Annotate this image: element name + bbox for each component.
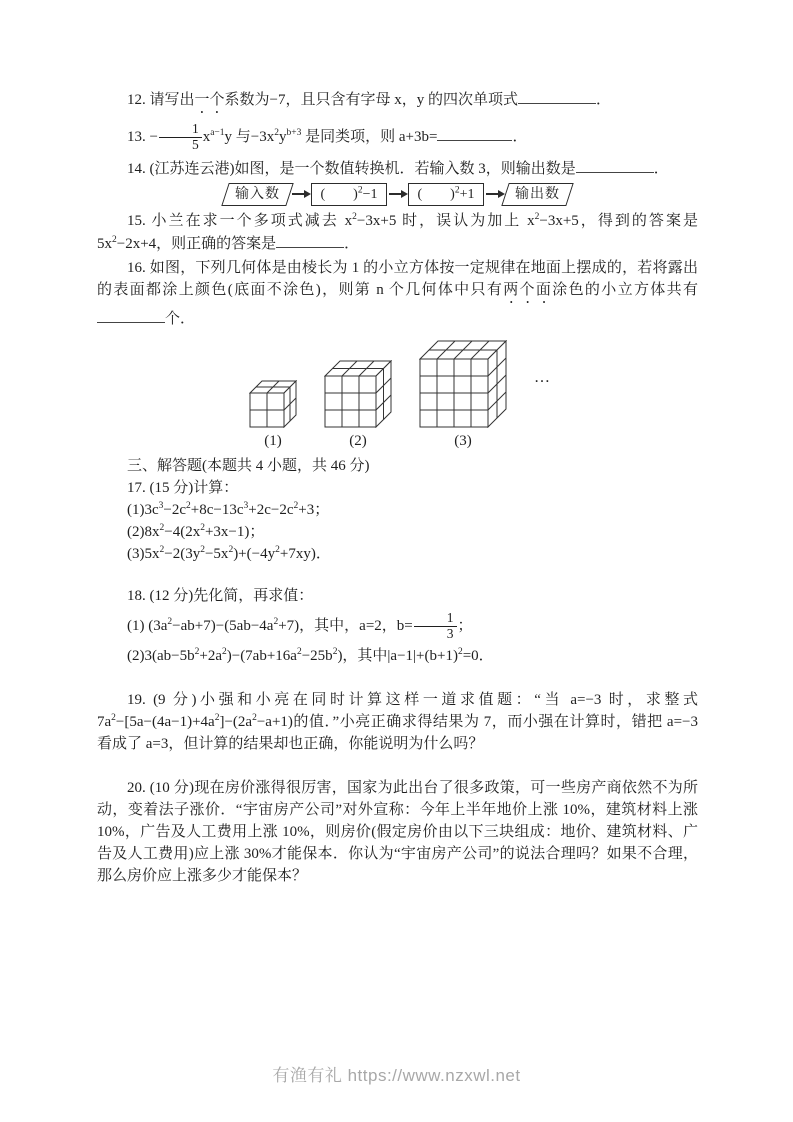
- item-16: 16. 如图，下列几何体是由棱长为 1 的小立方体按一定规律在地面上摆成的，若将露出的表面都涂上颜色(底面不涂色)，则第 n 个几何体中只有两个面涂色的小立方体共有个．: [97, 259, 698, 327]
- superscript: 2: [111, 713, 116, 724]
- superscript: 2: [221, 647, 227, 658]
- item-17: 17. (15 分)计算：: [127, 479, 239, 496]
- superscript: 2: [332, 647, 338, 658]
- input-node-label: 输入数: [235, 186, 280, 202]
- superscript: 2: [352, 211, 357, 222]
- item-12: 12. 请写出一个系数为−7，且只含有字母 x，y 的四次单项式 ．: [97, 88, 698, 117]
- item-19: 19. (9 分)小强和小亮在同时计算这样一道求值题：“当 a=−3 时，求整式 $7a^2-[5a-(4a-1)+4a^2]-(2a^2-a+1)$的值．”小亮正确求得结果为 7，而小强在计算时，错把 a=−3 看成了 a=3，但计算的结果却也正确，你能说明为什么吗？: [97, 692, 698, 753]
- item-17-1: $(1)3c^3-2c^2+8c-13c^3+2c-2c^2+3$；: [127, 500, 330, 518]
- flow-arrow-icon: [486, 193, 503, 195]
- emphasized-text: 两个面: [503, 281, 553, 298]
- output-node: [501, 183, 573, 206]
- superscript: 3: [158, 500, 164, 511]
- superscript: 2: [214, 713, 220, 724]
- cube-3x3x3: [324, 360, 392, 449]
- superscript: 2: [454, 185, 460, 196]
- flow-arrow-icon: [292, 193, 309, 195]
- item-13: 13. − $\frac{1}{5}$ $x^{a-1}y$ 与$-3x^2y^{b+3}$ 是同类项，则 a+3b= ．: [127, 121, 528, 152]
- answer-blank: [576, 157, 654, 173]
- answer-blank: [97, 307, 165, 323]
- input-node: [221, 183, 293, 206]
- superscript: a−1: [210, 127, 225, 138]
- cube-caption: (1): [264, 432, 282, 449]
- item-14: 14. (江苏连云港)如图，是一个数值转换机．若输入数 3，则输出数是 ．: [97, 157, 698, 180]
- fraction: $\frac{1}{3}$: [413, 611, 458, 642]
- superscript: 2: [200, 522, 205, 533]
- item-20: 20. (10 分)现在房价涨得很厉害，国家为此出台了很多政策，可一些房产商依然不为所动，变着法子涨价．“宇宙房产公司”对外宣称：今年上半年地价上涨 10%，建筑材料上涨 10%，广告及人工费用上涨 10%，则房价(假定房价由以下三块组成：地价、建筑材料、广告及人工费用)应上涨 30%才能保本．你认为“宇宙房产公司”的说法合理吗？如果不合理，那么房价应上涨多少才能保本？: [97, 780, 698, 885]
- superscript: 3: [243, 500, 249, 511]
- superscript: 2: [112, 234, 117, 245]
- item-18: 18. (12 分)先化简，再求值：: [127, 587, 314, 604]
- superscript: 2: [457, 647, 463, 658]
- superscript: 2: [534, 211, 540, 222]
- cube-figure: [249, 340, 698, 449]
- section-3-heading: 三、解答题(本题共 4 小题，共 46 分): [127, 457, 370, 474]
- cube-2x2x2: [249, 380, 297, 449]
- superscript: b+3: [286, 127, 302, 138]
- superscript: 2: [293, 500, 299, 511]
- item-17-3: $(3)5x^2-2(3y^2-5x^2)+(-4y^2+7xy)$．: [127, 544, 331, 562]
- superscript: 2: [167, 616, 173, 627]
- superscript: 2: [296, 647, 302, 658]
- fraction: $\frac{1}{5}$: [158, 122, 203, 153]
- continuation-ellipsis: …: [534, 368, 551, 386]
- cube-caption: (2): [349, 432, 367, 449]
- superscript: 2: [194, 647, 200, 658]
- cube-drawing: [249, 380, 297, 428]
- answer-blank: [437, 125, 512, 141]
- answer-blank: [518, 88, 596, 104]
- step1-node: ( )$^2$−1: [311, 183, 387, 206]
- superscript: 2: [275, 544, 280, 555]
- cube-caption: (3): [454, 432, 472, 449]
- superscript: 2: [228, 544, 234, 555]
- item-18-2: $(2)3(ab-5b^2+2a^2)-(7ab+16a^2-25b^2)$，其中$|a-1|+(b+1)^2=0$．: [127, 647, 494, 665]
- cube-4x4x4: [419, 340, 507, 449]
- worksheet-content: [97, 88, 698, 887]
- superscript: 2: [159, 544, 165, 555]
- superscript: 2: [200, 544, 205, 555]
- superscript: 2: [186, 500, 191, 511]
- watermark-text: 有渔有礼 https://www.nzxwl.net: [272, 1066, 521, 1085]
- output-node-label: 输出数: [515, 186, 560, 202]
- cube-drawing: [324, 360, 392, 428]
- watermark-footer: [0, 1061, 793, 1086]
- superscript: 2: [159, 522, 165, 533]
- answer-blank: [276, 232, 344, 248]
- superscript: 2: [273, 616, 279, 627]
- superscript: 2: [357, 185, 363, 196]
- item-18-1: (1) $(3a^2-ab+7)-(5ab-4a^2+7)$，其中，a=2，b= $\frac{1}{3}$ ；: [127, 609, 473, 641]
- number-converter-flowchart: [97, 183, 698, 206]
- step2-node: ( )$^2$+1: [408, 183, 484, 206]
- cube-drawing: [419, 340, 507, 428]
- item-17-2: $(2)8x^2-4(2x^2+3x-1)$；: [127, 522, 265, 540]
- superscript: 2: [274, 127, 280, 138]
- emphasized-text: 一个: [194, 92, 225, 108]
- flow-arrow-icon: [389, 193, 406, 195]
- superscript: 2: [252, 713, 257, 724]
- item-15: 15. 小兰在求一个多项式减去 $x^2-3x+5$ 时，误认为加上 $x^2-3x+5$，得到的答案是 $5x^2-2x+4$，则正确的答案是 ．: [97, 211, 698, 252]
